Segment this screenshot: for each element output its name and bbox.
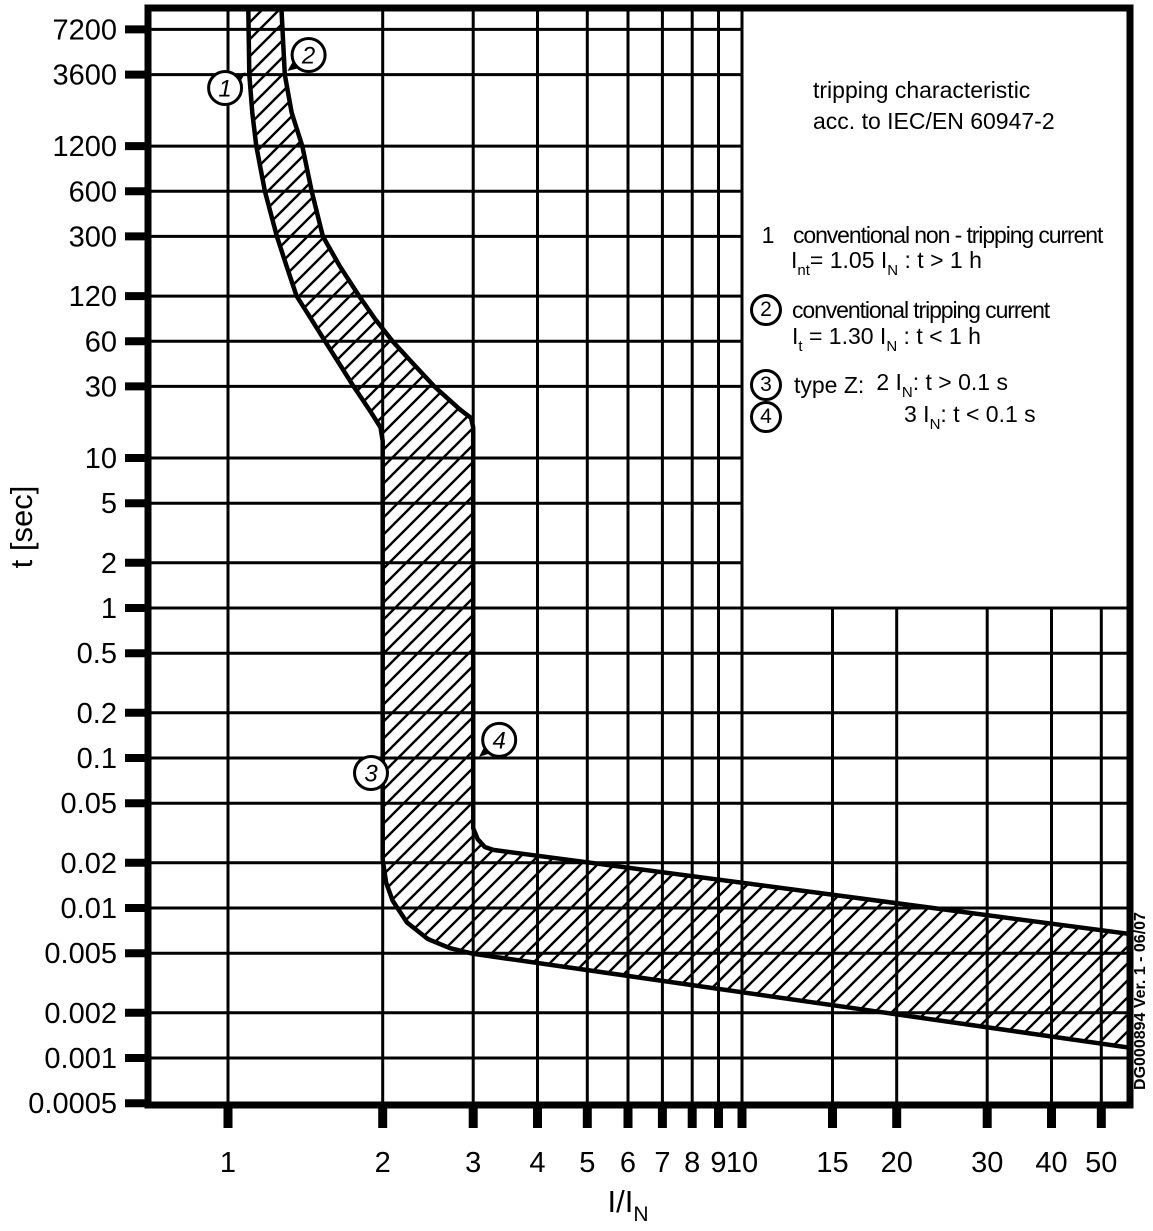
x-tick-label: 1	[219, 1147, 237, 1179]
legend-note2	[750, 294, 1049, 326]
y-axis-title: t [sec]	[4, 485, 39, 569]
y-tick-label: 0.001	[44, 1043, 117, 1075]
x-tick-label: 2	[374, 1147, 391, 1179]
y-tick-label: 7200	[52, 14, 117, 47]
x-tick-label: 3	[465, 1147, 482, 1179]
legend-note3-prefix: type Z:	[794, 371, 865, 398]
y-tick-label: 10	[84, 443, 117, 475]
marker-number: 2	[301, 42, 316, 70]
y-tick-label: 0.2	[76, 697, 117, 730]
legend-title	[813, 75, 1055, 137]
x-tick-label: 8	[684, 1147, 701, 1179]
y-tick-label: 0.05	[60, 788, 117, 821]
x-tick-label: 9	[710, 1147, 727, 1179]
x-axis-title-base: I/I	[607, 1184, 634, 1219]
y-tick-label: 5	[100, 488, 117, 521]
y-tick-label: 0.01	[60, 893, 117, 925]
legend-note4	[750, 401, 1036, 433]
legend-note4-formula: 3 $I_N$: t < 0.1 s	[904, 401, 1036, 433]
legend-title-line2: acc. to IEC/EN 60947-2	[813, 108, 1055, 134]
legend-note2-formula: $I_t = 1.30$ $I_N$ : t < 1 h	[792, 323, 981, 355]
legend-note3-formula: 2 $I_N$: t > 0.1 s	[876, 369, 1008, 401]
y-tick-label: 60	[84, 326, 117, 359]
marker-number: 3	[364, 760, 378, 788]
x-tick-label: 5	[579, 1147, 596, 1179]
y-tick-label: 0.1	[76, 743, 117, 775]
legend-note2-text: conventional tripping current	[792, 296, 1050, 323]
x-tick-label: 7	[654, 1147, 671, 1179]
x-axis-title	[558, 1184, 698, 1227]
legend-note1-number: 1	[761, 222, 775, 248]
y-tick-label: 0.5	[76, 638, 117, 671]
marker-number: 4	[492, 727, 506, 755]
x-tick-label: 15	[816, 1147, 849, 1179]
y-tick-label: 120	[68, 281, 117, 314]
y-tick-label: 1	[100, 593, 117, 625]
document-version-note: DG000894 Ver. 1 - 06/07	[1132, 912, 1149, 1090]
legend-note3-circled-number: 3	[750, 369, 782, 401]
x-tick-label: 10	[725, 1147, 759, 1179]
x-tick-label: 4	[529, 1147, 546, 1179]
legend-note1	[757, 222, 1102, 249]
x-tick-label: 50	[1085, 1147, 1118, 1179]
y-tick-label: 0.02	[60, 847, 117, 880]
legend-note4-circled-number: 4	[750, 401, 782, 433]
legend-note3	[750, 369, 1008, 401]
y-tick-label: 0.0005	[28, 1088, 117, 1121]
y-tick-label: 0.005	[44, 938, 117, 971]
legend-note1-formula: $I_{nt}= 1.05$ $I_N$ : t > 1 h	[791, 247, 982, 279]
x-tick-label: 6	[619, 1147, 637, 1179]
y-tick-label: 1200	[52, 131, 117, 164]
y-tick-label: 3600	[52, 59, 117, 92]
x-axis-title-subscript: N	[633, 1203, 649, 1226]
x-tick-label: 20	[880, 1147, 913, 1179]
x-tick-label: 30	[971, 1147, 1004, 1179]
marker-number: 1	[218, 75, 232, 103]
legend-title-line1: tripping characteristic	[813, 77, 1031, 103]
x-tick-label: 40	[1035, 1147, 1068, 1179]
y-tick-label: 0.002	[44, 997, 117, 1030]
legend-note1-text: conventional non - tripping current	[793, 222, 1103, 248]
y-tick-label: 300	[68, 221, 117, 254]
y-tick-label: 600	[68, 176, 117, 209]
legend-note2-circled-number: 2	[750, 294, 782, 326]
y-tick-label: 2	[100, 547, 117, 580]
y-tick-label: 30	[84, 371, 117, 404]
